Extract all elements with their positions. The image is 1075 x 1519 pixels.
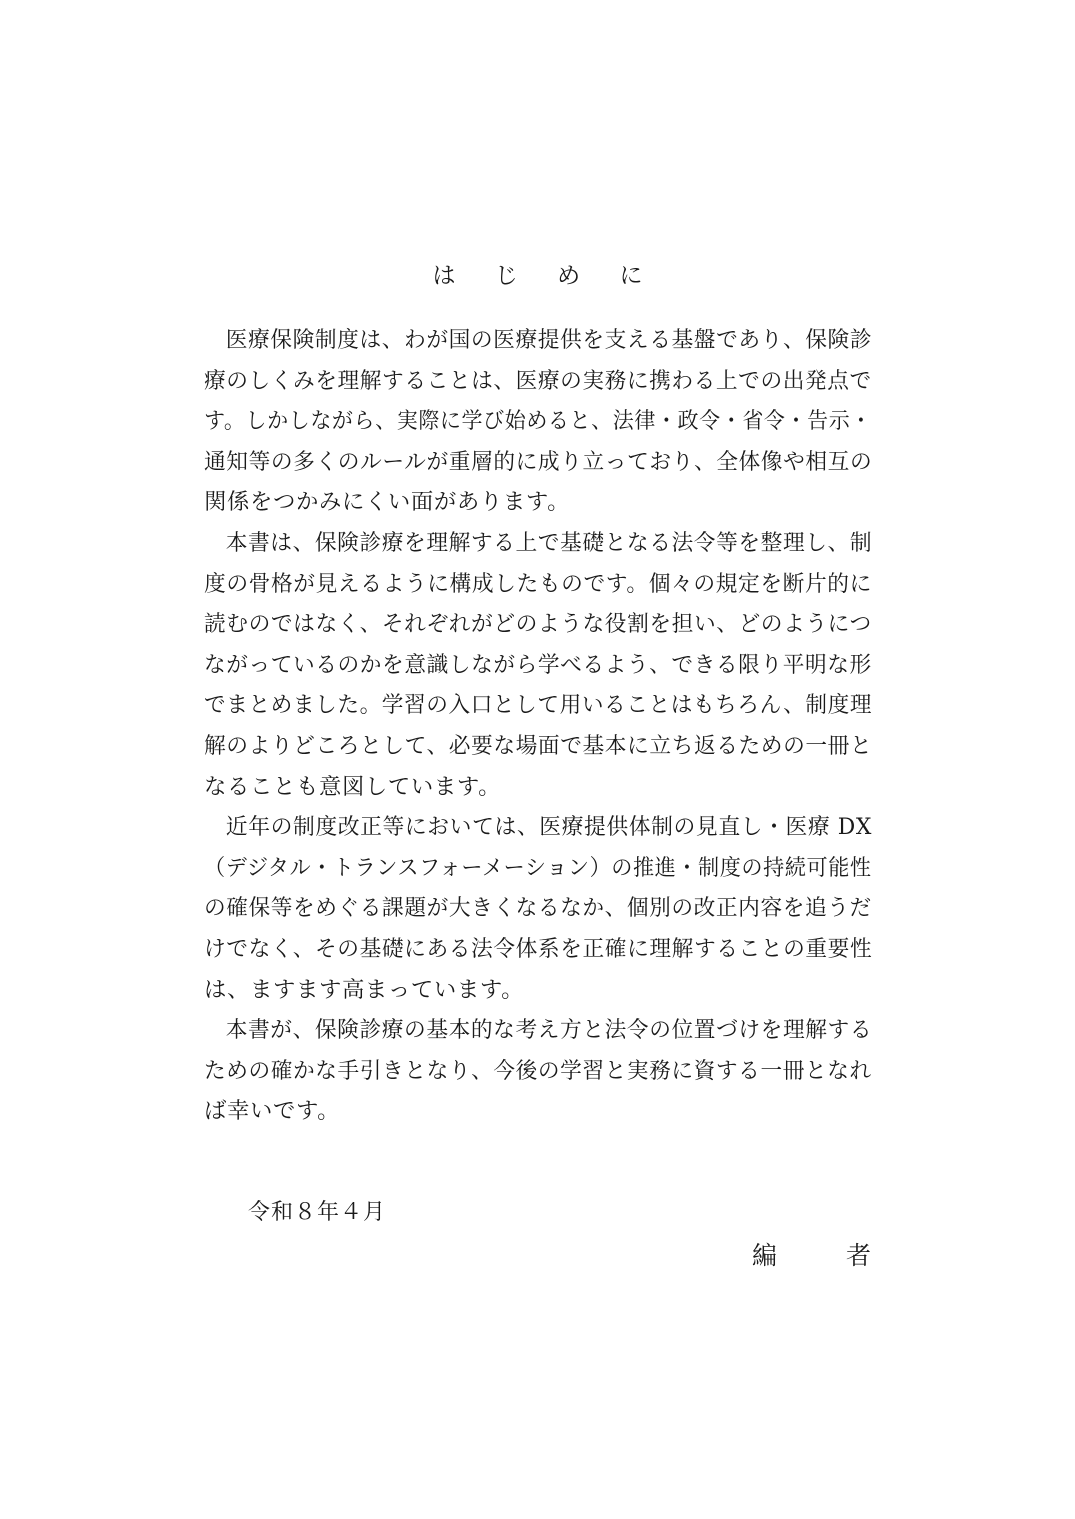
paragraph-line: 近年の制度改正等においては、医療提供体制の見直し・医療 DX xyxy=(225,814,872,841)
page-title: は じ め に xyxy=(432,263,659,289)
paragraph-4 xyxy=(204,1010,872,1132)
paragraph-line: 医療保険制度は、わが国の医療提供を支える基盤であり、保険診 xyxy=(225,327,873,353)
author-signature: 編 者 xyxy=(751,1241,893,1270)
paragraph-line: （デジタル・トランスフォーメーション）の推進・制度の持続可能性 xyxy=(204,854,872,881)
paragraph-3 xyxy=(204,807,872,1010)
paragraph-line: でまとめました。学習の入口として用いることはもちろん、制度理 xyxy=(204,692,873,719)
date-line: 令和８年４月 xyxy=(248,1200,387,1225)
paragraph-line: 読むのではなく、それぞれがどのような役割を担い、どのようにつ xyxy=(204,611,872,638)
paragraph-line: 度の骨格が見えるように構成したものです。個々の規定を断片的に xyxy=(204,570,872,597)
paragraph-line: の確保等をめぐる課題が大きくなるなか、個別の改正内容を追うだ xyxy=(204,895,872,922)
paragraph-line: 関係をつかみにくい面があります。 xyxy=(204,489,571,516)
paragraph-line: は、ますます高まっています。 xyxy=(204,976,525,1003)
paragraph-line: 解のよりどころとして、必要な場面で基本に立ち返るための一冊と xyxy=(204,732,873,759)
paragraph-1 xyxy=(204,320,872,523)
paragraph-line: ば幸いです。 xyxy=(204,1098,341,1125)
paragraph-line: 療のしくみを理解することは、医療の実務に携わる上での出発点で xyxy=(204,367,872,394)
paragraph-line: ながっているのかを意識しながら学べるよう、できる限り平明な形 xyxy=(204,651,872,678)
paragraph-line: なることも意図しています。 xyxy=(204,773,502,800)
paragraph-2 xyxy=(204,523,872,807)
paragraph-line: 本書が、保険診療の基本的な考え方と法令の位置づけを理解する xyxy=(225,1017,873,1044)
paragraph-line: けでなく、その基礎にある法令体系を正確に理解することの重要性 xyxy=(204,935,873,962)
preface-body xyxy=(204,320,872,1132)
paragraph-line: す。しかしながら、実際に学び始めると、法律・政令・省令・告示・ xyxy=(204,408,872,435)
paragraph-line: 本書は、保険診療を理解する上で基礎となる法令等を整理し、制 xyxy=(225,529,873,556)
paragraph-line: ための確かな手引きとなり、今後の学習と実務に資する一冊となれ xyxy=(204,1057,872,1084)
paragraph-line: 通知等の多くのルールが重層的に成り立っており、全体像や相互の xyxy=(204,448,873,475)
